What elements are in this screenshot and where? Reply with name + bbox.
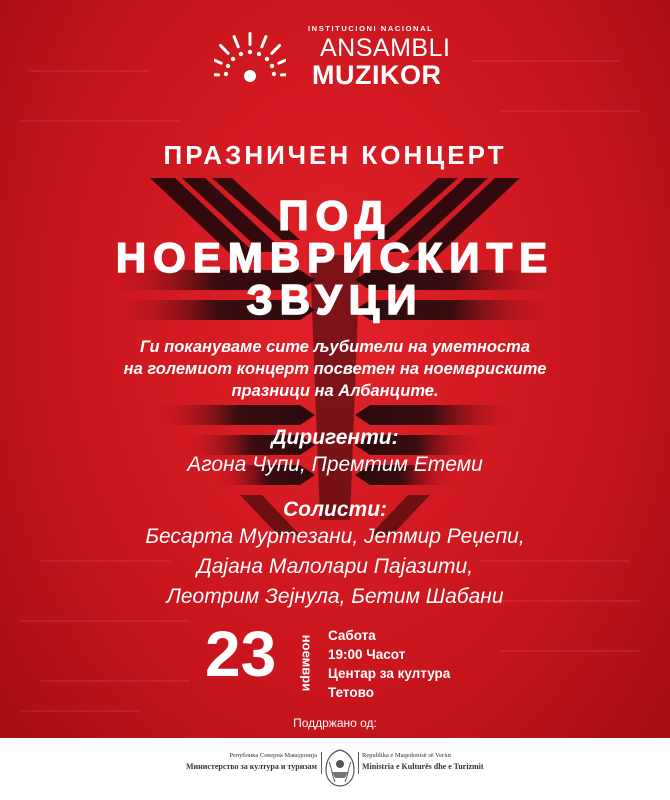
sunburst-logo-icon: [214, 28, 286, 88]
footer-divider-right: [358, 752, 359, 774]
date-day: 23: [205, 618, 277, 690]
soloists-line-2: Дајана Малолари Пајазити,: [196, 555, 474, 578]
soloists-line-3: Леотрим Зејнула, Бетим Шабани: [166, 585, 504, 608]
ministry-left-name: Министерство за култура и туризам: [185, 762, 317, 771]
soloists-line-1: Бесарта Муртезани, Јетмир Реџепи,: [145, 525, 525, 548]
supported-by-label: Поддржано од:: [293, 716, 377, 730]
event-title-line-1: ПОД: [278, 192, 392, 239]
event-subtitle: ПРАЗНИЧЕН КОНЦЕРТ: [163, 140, 507, 170]
date-weekday: Сабота: [328, 628, 376, 643]
footer-bar: [0, 738, 670, 800]
date-time: 19:00 Часот: [328, 647, 406, 662]
event-title-line-3: ЗВУЦИ: [246, 276, 424, 323]
event-title-line-2: НОЕМВРИСКИТЕ: [115, 234, 555, 281]
ministry-right-name: Ministria e Kulturës dhe e Turizmit: [362, 762, 484, 771]
invite-line-3: празници на Албанците.: [231, 382, 439, 400]
date-venue: Центар за култура: [328, 666, 451, 681]
coat-of-arms-icon: [323, 748, 357, 788]
logo-line2: MUZIKOR: [312, 60, 442, 90]
conductors-names: Агона Чупи, Премтим Етеми: [187, 453, 483, 476]
logo-small-text: INSTITUCIONI NACIONAL: [308, 24, 434, 33]
invite-line-1: Ги покануваме сите љубители на уметноста: [139, 338, 530, 356]
invite-line-2: на големиот концерт посветен на ноемвриските: [123, 360, 547, 378]
ministry-left-country: Република Северна Македонија: [229, 752, 317, 759]
soloists-heading: Солисти:: [282, 498, 388, 521]
date-month-label: ноември: [299, 634, 315, 692]
footer-divider-left: [321, 752, 322, 774]
ministry-right: [362, 752, 522, 771]
date-city: Тетово: [328, 685, 374, 700]
conductors-heading: Диригенти:: [271, 426, 399, 449]
ensemble-logo: [210, 22, 470, 92]
ministry-right-country: Republika e Maqedonisë së Veriut: [362, 752, 452, 759]
date-month: [297, 630, 317, 696]
ministry-left: [165, 752, 317, 771]
logo-line1: ANSAMBLI: [320, 34, 451, 62]
